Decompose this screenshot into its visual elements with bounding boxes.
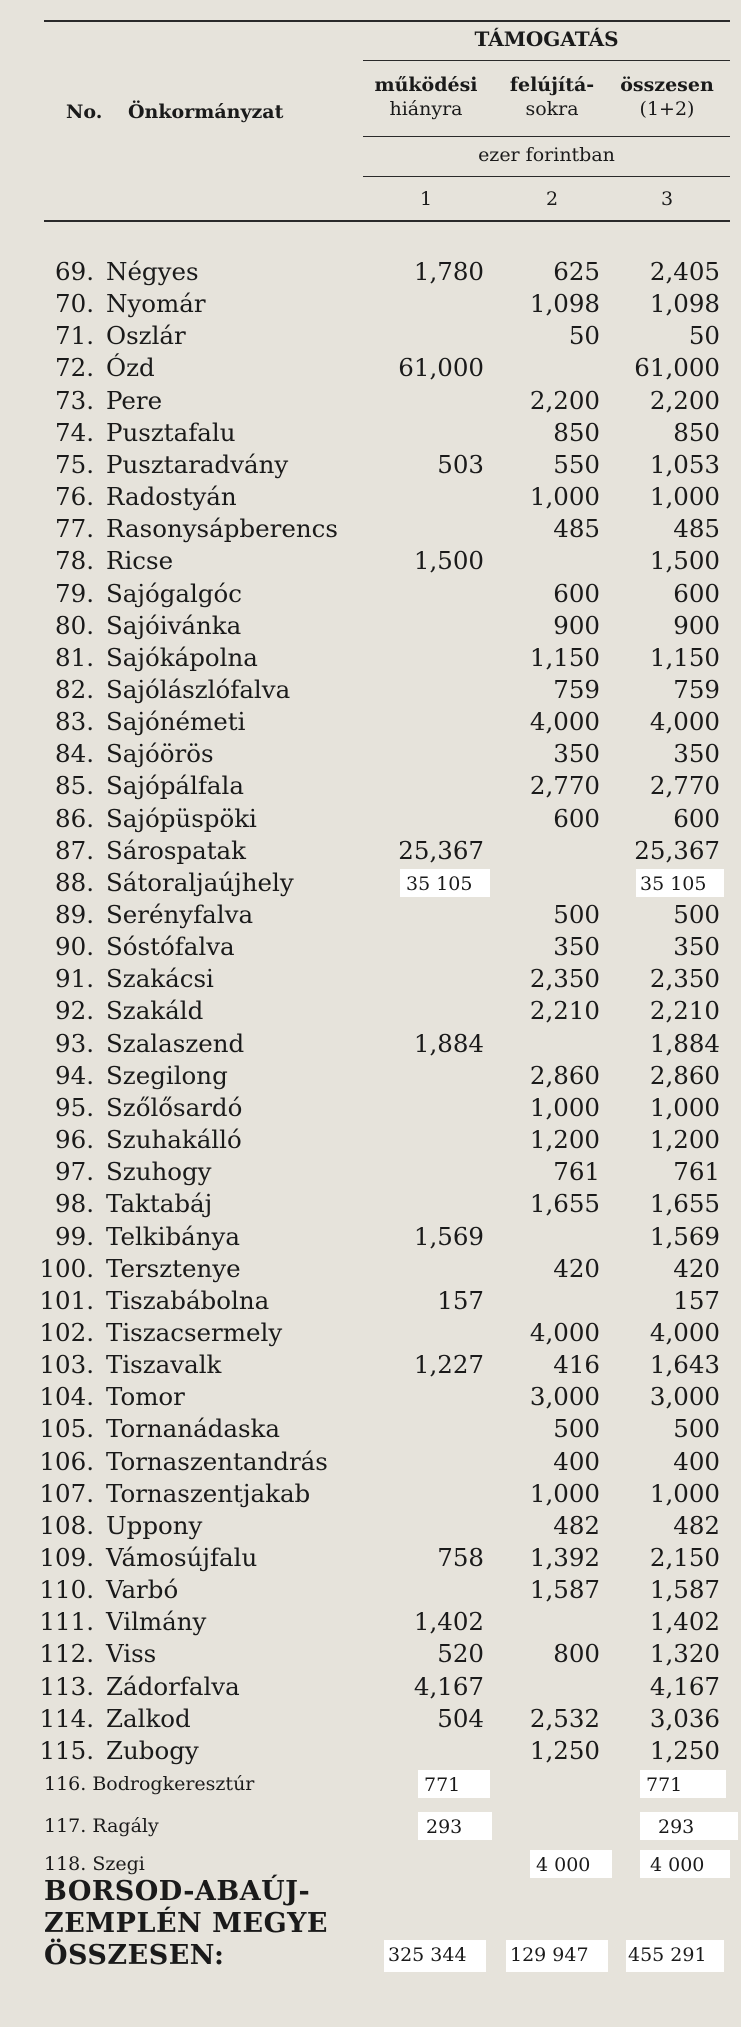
- row-value-col3: 2,200: [649, 385, 720, 415]
- col2-header-line2: sokra: [525, 98, 579, 120]
- table-row: [0, 1638, 741, 1670]
- table-row: [0, 449, 741, 481]
- row-number: 96.: [55, 1125, 94, 1155]
- row-municipality: Varbó: [106, 1575, 179, 1605]
- row-municipality: Sajóörös: [106, 739, 214, 769]
- row-municipality: Négyes: [106, 257, 199, 286]
- row-municipality: Tiszavalk: [106, 1350, 222, 1380]
- table-row-added: [0, 1768, 741, 1800]
- row-value-col2: 1,392: [529, 1543, 600, 1572]
- row-value-col2: 2,210: [529, 996, 600, 1026]
- row-value-col3: 482: [673, 1510, 720, 1540]
- table-row: [0, 1510, 741, 1542]
- row-municipality: Sajólászlófalva: [106, 674, 291, 704]
- row-number: 76.: [55, 482, 94, 512]
- row-municipality: Sátoraljaújhely: [106, 867, 294, 897]
- row-value-col1: 1,402: [413, 1607, 484, 1637]
- row-number: 79.: [55, 578, 94, 608]
- row-number: 113.: [39, 1671, 94, 1701]
- row-municipality: Szakáld: [106, 996, 204, 1026]
- header-bottom-rule: [44, 220, 730, 222]
- row-value-col3: 2,350: [649, 964, 720, 994]
- col1-header-line2: hiányra: [389, 98, 463, 120]
- row-municipality: Tornanádaska: [106, 1414, 280, 1444]
- row-municipality: Nyomár: [106, 289, 206, 319]
- row-number: 104.: [39, 1382, 94, 1412]
- row-number: 82.: [55, 674, 94, 704]
- row-municipality: Pusztaradvány: [106, 449, 289, 479]
- row-value-col2: 2,532: [529, 1703, 600, 1733]
- table-row: [0, 288, 741, 320]
- row-value-col3: 1,150: [649, 642, 720, 672]
- table-row: [0, 1735, 741, 1767]
- row-municipality: Szuhakálló: [106, 1125, 242, 1155]
- row-number: 108.: [39, 1510, 94, 1540]
- table-row: [0, 1188, 741, 1220]
- row-number: 80.: [55, 610, 94, 640]
- footer-line2: ZEMPLÉN MEGYE: [44, 1908, 329, 1939]
- row-value-col2: 2,860: [529, 1060, 600, 1090]
- table-row: [0, 1381, 741, 1413]
- row-value-col2: 1,000: [529, 1478, 600, 1508]
- row-value-col1: 1,569: [413, 1221, 484, 1251]
- row-value-col1: 504: [437, 1703, 484, 1733]
- row-label: 117. Ragály: [44, 1815, 159, 1837]
- table-row: [0, 1542, 741, 1574]
- row-value-col3: 25,367: [634, 835, 720, 865]
- table-row: [0, 1349, 741, 1381]
- row-value-col1: 1,780: [413, 257, 484, 286]
- footer-line3: ÖSSZESEN:: [44, 1940, 225, 1971]
- table-row: [0, 256, 741, 288]
- row-number: 71.: [55, 321, 94, 351]
- row-municipality: Szalaszend: [106, 1028, 245, 1058]
- row-municipality: Tornaszentjakab: [106, 1478, 311, 1508]
- row-value-col2: 1,655: [529, 1189, 600, 1219]
- row-municipality: Sóstófalva: [106, 932, 235, 962]
- row-value-col3: 600: [673, 803, 720, 833]
- row-value-col2: 482: [553, 1510, 600, 1540]
- table-row: [0, 770, 741, 802]
- row-number: 102.: [39, 1317, 94, 1347]
- total-col3: 455 291: [626, 1940, 724, 1972]
- row-number: 83.: [55, 707, 94, 737]
- row-municipality: Viss: [106, 1639, 157, 1669]
- row-value-col2: 800: [553, 1639, 600, 1669]
- row-number: 103.: [39, 1350, 94, 1380]
- row-municipality: Radostyán: [106, 482, 237, 512]
- row-municipality: Taktabáj: [106, 1189, 213, 1219]
- row-value-col3: 1,098: [649, 289, 720, 319]
- row-municipality: Tomor: [106, 1382, 185, 1412]
- row-value-col3: 1,000: [649, 482, 720, 512]
- row-value-col3: 2,770: [649, 771, 720, 801]
- row-value-col2: 4,000: [529, 707, 600, 737]
- row-value-col1: 520: [437, 1639, 484, 1669]
- row-number: 74.: [55, 417, 94, 447]
- row-number: 112.: [39, 1639, 94, 1669]
- table-row: [0, 1446, 741, 1478]
- row-value-col1: 771: [418, 1770, 490, 1798]
- col3-header-line2: (1+2): [639, 98, 695, 120]
- row-value-col2: 600: [553, 803, 600, 833]
- row-number: 90.: [55, 932, 94, 962]
- row-value-col2: 3,000: [529, 1382, 600, 1412]
- row-number: 88.: [55, 867, 94, 897]
- row-value-col3: 500: [673, 900, 720, 929]
- row-municipality: Sajónémeti: [106, 707, 246, 737]
- table-row: [0, 674, 741, 706]
- row-number: 85.: [55, 771, 94, 801]
- row-municipality: Zádorfalva: [106, 1671, 240, 1701]
- row-municipality: Sajókápolna: [106, 642, 258, 672]
- table-row: [0, 1606, 741, 1638]
- table-row: [0, 1317, 741, 1349]
- row-value-col3: 1,569: [649, 1221, 720, 1251]
- row-value-col3: 50: [688, 321, 720, 351]
- row-value-col3: 2,150: [649, 1543, 720, 1572]
- row-value-col2: 2,770: [529, 771, 600, 801]
- row-number: 77.: [55, 514, 94, 544]
- row-label: 118. Szegi: [44, 1853, 145, 1875]
- table-row: [0, 1124, 741, 1156]
- row-municipality: Telkibánya: [106, 1221, 240, 1251]
- row-value-col3: 1,200: [649, 1125, 720, 1155]
- table-row: [0, 513, 741, 545]
- row-value-col3: 600: [673, 578, 720, 608]
- row-value-col2: 420: [553, 1253, 600, 1283]
- row-municipality: Sárospatak: [106, 835, 247, 865]
- row-number: 100.: [39, 1253, 94, 1283]
- row-value-col2: 2,350: [529, 964, 600, 994]
- row-value-col3: 350: [673, 739, 720, 769]
- row-municipality: Zubogy: [106, 1735, 199, 1765]
- row-value-col3: 761: [673, 1157, 720, 1187]
- row-value-col1: 157: [437, 1285, 484, 1315]
- row-value-col3: 2,405: [649, 257, 720, 286]
- table-row: [0, 1156, 741, 1188]
- row-value-col2: 759: [553, 674, 600, 704]
- table-row: [0, 1092, 741, 1124]
- table-row: [0, 642, 741, 674]
- row-value-col3: 4,000: [649, 1317, 720, 1347]
- row-value-col3: 1,250: [649, 1735, 720, 1765]
- row-value-col3: 1,643: [649, 1350, 720, 1380]
- row-number: 114.: [39, 1703, 94, 1733]
- row-value-col1: 61,000: [398, 353, 484, 383]
- row-value-col1: 293: [418, 1812, 492, 1840]
- row-value-col3: 850: [673, 417, 720, 447]
- table-row: [0, 545, 741, 577]
- row-number: 115.: [39, 1735, 94, 1765]
- table-row: [0, 578, 741, 610]
- row-value-col2: 350: [553, 932, 600, 962]
- row-value-col3: 485: [673, 514, 720, 544]
- col3-number: 3: [660, 188, 674, 210]
- support-rule: [363, 60, 730, 61]
- row-municipality: Szuhogy: [106, 1157, 212, 1187]
- row-municipality: Sajópálfala: [106, 771, 244, 801]
- row-value-col3: 500: [673, 1414, 720, 1444]
- col3-header-line1: összesen: [620, 74, 714, 96]
- table-row: [0, 803, 741, 835]
- table-row: [0, 1028, 741, 1060]
- row-number: 109.: [39, 1543, 94, 1572]
- table-row: [0, 995, 741, 1027]
- row-municipality: Tersztenye: [106, 1253, 241, 1283]
- row-value-col1: 1,227: [413, 1350, 484, 1380]
- row-value-col2: 625: [553, 257, 600, 286]
- row-municipality: Pusztafalu: [106, 417, 236, 447]
- table-row: [0, 481, 741, 513]
- row-value-col2: 761: [553, 1157, 600, 1187]
- row-value-col2: 4 000: [530, 1850, 612, 1878]
- row-value-col3: 1,000: [649, 1092, 720, 1122]
- row-municipality: Sajógalgóc: [106, 578, 243, 608]
- unit-rule-bottom: [363, 176, 730, 177]
- row-number: 95.: [55, 1092, 94, 1122]
- row-number: 70.: [55, 289, 94, 319]
- row-value-col2: 900: [553, 610, 600, 640]
- footer-line1: BORSOD-ABAÚJ-: [44, 1876, 311, 1907]
- row-number: 75.: [55, 449, 94, 479]
- row-value-col3: 3,000: [649, 1382, 720, 1412]
- row-municipality: Tornaszentandrás: [106, 1446, 328, 1476]
- row-value-col3: 1,053: [649, 449, 720, 479]
- row-number: 110.: [39, 1575, 94, 1605]
- row-value-col3: 400: [673, 1446, 720, 1476]
- table-row: [0, 1221, 741, 1253]
- row-municipality: Zalkod: [106, 1703, 191, 1733]
- row-number: 84.: [55, 739, 94, 769]
- row-value-col1: 25,367: [398, 835, 484, 865]
- row-value-col3: 4,167: [649, 1671, 720, 1701]
- row-label: 116. Bodrogkeresztúr: [44, 1773, 255, 1795]
- table-row: [0, 867, 741, 899]
- table-row: [0, 320, 741, 352]
- row-value-col2: 1,200: [529, 1125, 600, 1155]
- row-value-col3: 759: [673, 674, 720, 704]
- row-value-col2: 600: [553, 578, 600, 608]
- table-row: [0, 706, 741, 738]
- row-number: 107.: [39, 1478, 94, 1508]
- municipality-label: Önkormányzat: [128, 101, 284, 123]
- row-value-col2: 2,200: [529, 385, 600, 415]
- table-row: [0, 899, 741, 931]
- row-value-col1: 1,500: [413, 546, 484, 576]
- row-value-col3: 420: [673, 1253, 720, 1283]
- row-value-col3: 1,884: [649, 1028, 720, 1058]
- row-value-col2: 550: [553, 449, 600, 479]
- row-value-col3: 900: [673, 610, 720, 640]
- row-value-col3: 293: [640, 1812, 738, 1840]
- table-row: [0, 931, 741, 963]
- row-number: 98.: [55, 1189, 94, 1219]
- table-row: [0, 1060, 741, 1092]
- row-value-col3: 2,860: [649, 1060, 720, 1090]
- row-value-col2: 1,250: [529, 1735, 600, 1765]
- row-value-col2: 4,000: [529, 1317, 600, 1347]
- row-value-col2: 485: [553, 514, 600, 544]
- row-value-col3: 1,320: [649, 1639, 720, 1669]
- row-value-col3: 350: [673, 932, 720, 962]
- row-municipality: Vámosújfalu: [106, 1543, 258, 1572]
- row-value-col3: 157: [673, 1285, 720, 1315]
- row-municipality: Serényfalva: [106, 900, 254, 929]
- row-number: 106.: [39, 1446, 94, 1476]
- row-municipality: Szőlősardó: [106, 1092, 243, 1122]
- row-number: 81.: [55, 642, 94, 672]
- row-value-col1: 503: [437, 449, 484, 479]
- row-number: 92.: [55, 996, 94, 1026]
- row-value-col2: 350: [553, 739, 600, 769]
- col1-header-line1: működési: [374, 74, 478, 96]
- row-number: 94.: [55, 1060, 94, 1090]
- row-value-col2: 850: [553, 417, 600, 447]
- row-number: 93.: [55, 1028, 94, 1058]
- row-value-col3: 4,000: [649, 707, 720, 737]
- row-number: 91.: [55, 964, 94, 994]
- table-row: [0, 1478, 741, 1510]
- row-municipality: Pere: [106, 385, 163, 415]
- row-value-col2: 1,098: [529, 289, 600, 319]
- row-value-col3: 1,402: [649, 1607, 720, 1637]
- total-col2: 129 947: [506, 1940, 608, 1972]
- row-number: 97.: [55, 1157, 94, 1187]
- row-value-col3: 771: [640, 1770, 726, 1798]
- unit-rule-top: [363, 136, 730, 137]
- table-row-added: [0, 1810, 741, 1842]
- row-number: 105.: [39, 1414, 94, 1444]
- row-value-col3: 4 000: [640, 1850, 730, 1878]
- table-row: [0, 1671, 741, 1703]
- row-municipality: Sajóivánka: [106, 610, 242, 640]
- row-number: 101.: [39, 1285, 94, 1315]
- total-col1: 325 344: [384, 1940, 486, 1972]
- row-value-col3: 1,587: [649, 1575, 720, 1605]
- row-municipality: Szakácsi: [106, 964, 214, 994]
- row-number: 87.: [55, 835, 94, 865]
- row-number: 69.: [55, 257, 94, 286]
- row-municipality: Rasonysápberencs: [106, 514, 338, 544]
- row-municipality: Sajópüspöki: [106, 803, 257, 833]
- row-value-col2: 500: [553, 1414, 600, 1444]
- table-row: [0, 352, 741, 384]
- table-row: [0, 417, 741, 449]
- col2-number: 2: [545, 188, 559, 210]
- table-row: [0, 738, 741, 770]
- row-value-col3: 35 105: [636, 869, 724, 897]
- row-number: 72.: [55, 353, 94, 383]
- row-value-col2: 1,000: [529, 482, 600, 512]
- row-number: 78.: [55, 546, 94, 576]
- row-municipality: Tiszabábolna: [106, 1285, 270, 1315]
- row-value-col3: 3,036: [649, 1703, 720, 1733]
- row-value-col2: 1,150: [529, 642, 600, 672]
- row-number: 89.: [55, 900, 94, 929]
- table-row: [0, 1413, 741, 1445]
- row-value-col3: 1,655: [649, 1189, 720, 1219]
- no-label: No.: [66, 101, 103, 123]
- row-municipality: Ricse: [106, 546, 174, 576]
- row-value-col2: 400: [553, 1446, 600, 1476]
- row-value-col2: 416: [553, 1350, 600, 1380]
- col1-number: 1: [419, 188, 433, 210]
- row-number: 99.: [55, 1221, 94, 1251]
- row-value-col2: 1,587: [529, 1575, 600, 1605]
- top-rule: [44, 20, 730, 22]
- row-municipality: Szegilong: [106, 1060, 228, 1090]
- row-value-col1: 4,167: [413, 1671, 484, 1701]
- table-row: [0, 610, 741, 642]
- table-row: [0, 963, 741, 995]
- row-value-col2: 500: [553, 900, 600, 929]
- unit-label: ezer forintban: [478, 144, 615, 166]
- row-value-col1: 758: [437, 1543, 484, 1572]
- row-value-col3: 61,000: [634, 353, 720, 383]
- table-row: [0, 1285, 741, 1317]
- table-row: [0, 1253, 741, 1285]
- table-row: [0, 1574, 741, 1606]
- row-municipality: Uppony: [106, 1510, 203, 1540]
- row-number: 111.: [39, 1607, 94, 1637]
- row-number: 73.: [55, 385, 94, 415]
- row-value-col2: 50: [568, 321, 600, 351]
- row-municipality: Oszlár: [106, 321, 186, 351]
- col2-header-line1: felújítá-: [509, 74, 595, 96]
- table-row: [0, 835, 741, 867]
- table-row: [0, 385, 741, 417]
- row-number: 86.: [55, 803, 94, 833]
- row-municipality: Tiszacsermely: [106, 1317, 283, 1347]
- row-value-col3: 1,500: [649, 546, 720, 576]
- row-value-col3: 2,210: [649, 996, 720, 1026]
- support-title: TÁMOGATÁS: [474, 27, 619, 51]
- row-value-col3: 1,000: [649, 1478, 720, 1508]
- row-municipality: Vilmány: [106, 1607, 207, 1637]
- row-value-col1: 1,884: [413, 1028, 484, 1058]
- row-municipality: Ózd: [106, 353, 155, 383]
- row-value-col2: 1,000: [529, 1092, 600, 1122]
- table-row: [0, 1703, 741, 1735]
- row-value-col1: 35 105: [400, 869, 490, 897]
